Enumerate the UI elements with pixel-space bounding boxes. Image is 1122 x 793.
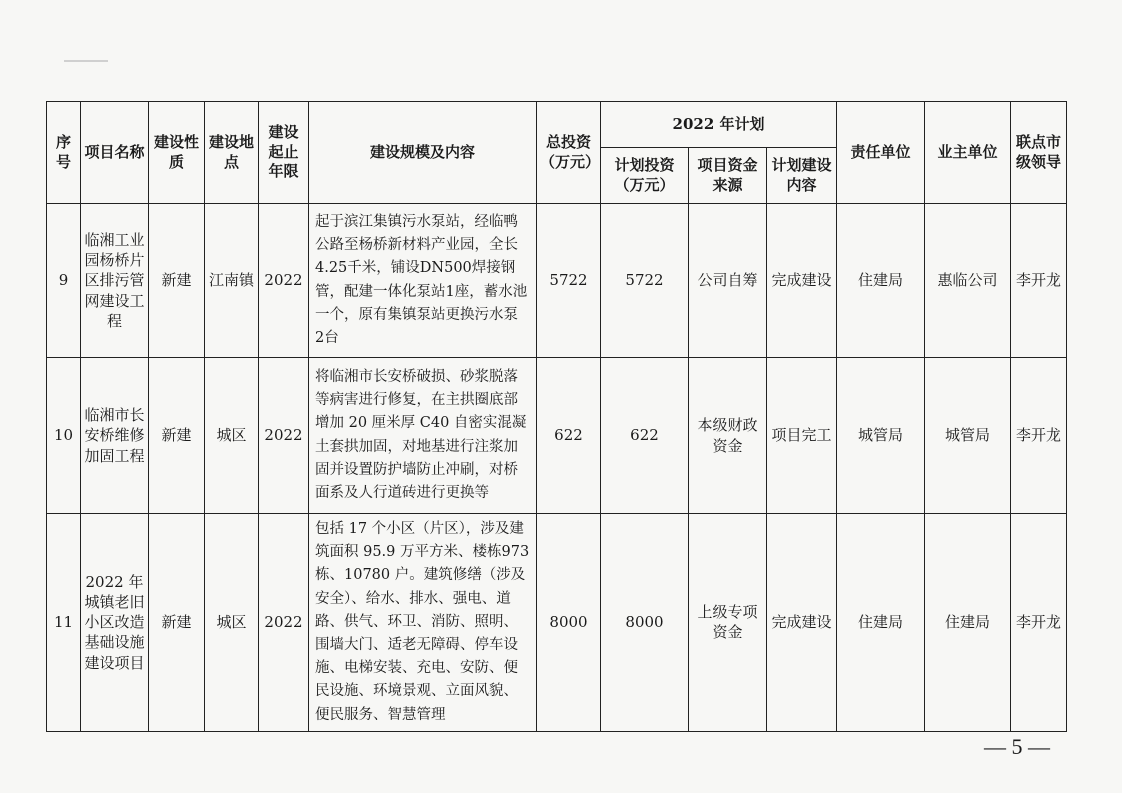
cell-total: 622 [537, 358, 601, 514]
table-row [47, 204, 1067, 358]
cell-plan-content: 完成建设 [767, 514, 837, 732]
cell-total: 5722 [537, 204, 601, 358]
cell-responsible: 住建局 [837, 514, 925, 732]
cell-scope: 将临湘市长安桥破损、砂浆脱落等病害进行修复，在主拱圈底部增加 20 厘米厚 C40 自密实混凝土套拱加固，对地基进行注浆加固并设置防护墙防止冲刷，对桥面系及人行道砖进行更换等 [309, 358, 537, 514]
cell-name: 临湘市长安桥维修加固工程 [81, 358, 149, 514]
cell-plan-invest: 8000 [601, 514, 689, 732]
header-nature: 建设性质 [149, 102, 205, 204]
cell-leader: 李开龙 [1011, 514, 1067, 732]
header-location: 建设地点 [205, 102, 259, 204]
cell-period: 2022 [259, 358, 309, 514]
cell-plan-invest: 5722 [601, 204, 689, 358]
header-fund-source: 项目资金来源 [689, 148, 767, 204]
cell-total: 8000 [537, 514, 601, 732]
table-row [47, 514, 1067, 732]
cell-leader: 李开龙 [1011, 204, 1067, 358]
cell-scope: 起于滨江集镇污水泵站，经临鸭公路至杨桥新材料产业园，全长4.25千米，铺设DN500焊接钢管，配建一体化泵站1座，蓄水池一个，原有集镇泵站更换污水泵 2台 [309, 204, 537, 358]
cell-nature: 新建 [149, 514, 205, 732]
cell-name: 临湘工业园杨桥片区排污管网建设工程 [81, 204, 149, 358]
cell-fund-source: 上级专项资金 [689, 514, 767, 732]
cell-nature: 新建 [149, 358, 205, 514]
cell-owner: 城管局 [925, 358, 1011, 514]
table-row [47, 358, 1067, 514]
cell-location: 城区 [205, 514, 259, 732]
project-plan-table [46, 101, 1067, 732]
cell-owner: 惠临公司 [925, 204, 1011, 358]
header-plan-content: 计划建设内容 [767, 148, 837, 204]
cell-scope: 包括 17 个小区（片区），涉及建筑面积 95.9 万平方米、楼栋973 栋、10780 户。建筑修缮（涉及安全）、给水、排水、强电、道路、供气、环卫、消防、照明、围墙大门、适老无障碍、停车设施、电梯安装、充电、安防、便民设施、环境景观、立面风貌、便民服务、智慧管理 [309, 514, 537, 732]
header-owner: 业主单位 [925, 102, 1011, 204]
cell-seq: 9 [47, 204, 81, 358]
cell-period: 2022 [259, 514, 309, 732]
header-period: 建设起止年限 [259, 102, 309, 204]
page-number: — 5 — [984, 734, 1050, 759]
cell-period: 2022 [259, 204, 309, 358]
cell-location: 城区 [205, 358, 259, 514]
cell-owner: 住建局 [925, 514, 1011, 732]
cell-plan-invest: 622 [601, 358, 689, 514]
cell-location: 江南镇 [205, 204, 259, 358]
cell-responsible: 城管局 [837, 358, 925, 514]
cell-plan-content: 项目完工 [767, 358, 837, 514]
header-responsible: 责任单位 [837, 102, 925, 204]
cell-nature: 新建 [149, 204, 205, 358]
cell-seq: 11 [47, 514, 81, 732]
cell-responsible: 住建局 [837, 204, 925, 358]
cell-seq: 10 [47, 358, 81, 514]
cell-fund-source: 公司自筹 [689, 204, 767, 358]
header-plan-group: 2022 年计划 [601, 102, 837, 148]
cell-fund-source: 本级财政资金 [689, 358, 767, 514]
header-plan-invest: 计划投资（万元） [601, 148, 689, 204]
header-name: 项目名称 [81, 102, 149, 204]
cell-name: 2022 年城镇老旧小区改造基础设施建设项目 [81, 514, 149, 732]
header-leader: 联点市级领导 [1011, 102, 1067, 204]
scan-mark [64, 60, 108, 62]
header-total: 总投资（万元） [537, 102, 601, 204]
header-scope: 建设规模及内容 [309, 102, 537, 204]
cell-leader: 李开龙 [1011, 358, 1067, 514]
header-seq: 序号 [47, 102, 81, 204]
cell-plan-content: 完成建设 [767, 204, 837, 358]
